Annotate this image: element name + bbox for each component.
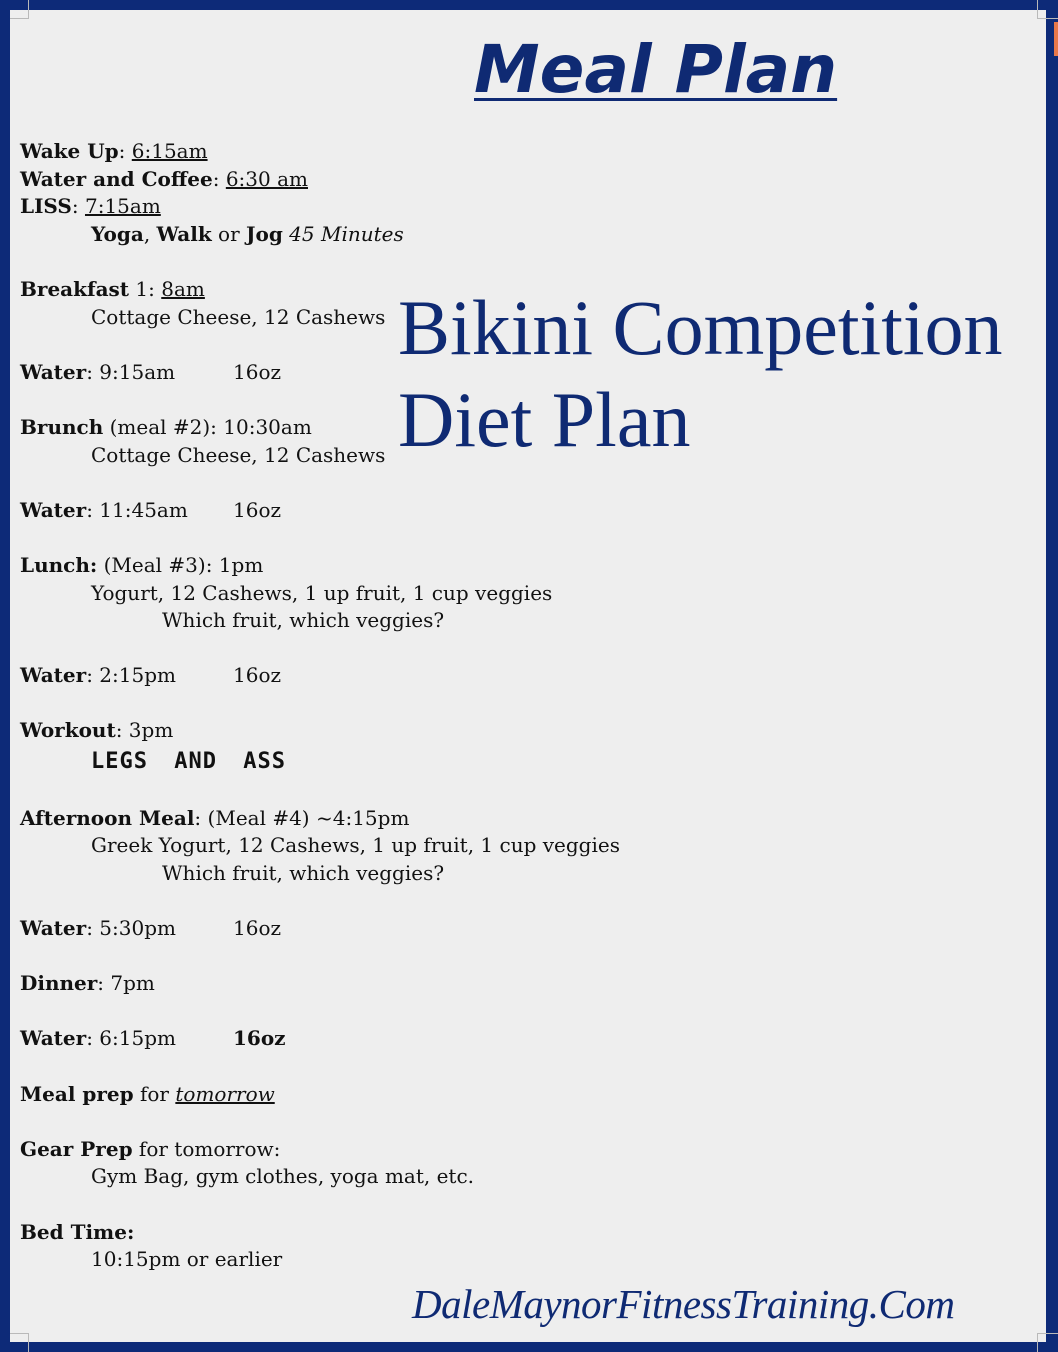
schedule-item-water: Water: 2:15pm 16oz xyxy=(20,663,282,688)
schedule-item-breakfast: Breakfast 1: 8am xyxy=(20,276,205,301)
cursor-marker xyxy=(1054,22,1058,56)
website-footer: DaleMaynorFitnessTraining.Com xyxy=(412,1281,955,1327)
schedule-item-water: Water: 5:30pm 16oz xyxy=(20,916,282,941)
schedule-item-brunch: Brunch (meal #2): 10:30am xyxy=(20,414,312,439)
schedule-item-water: Water: 6:15pm 16oz xyxy=(20,1026,286,1051)
breakfast-food: Cottage Cheese, 12 Cashews xyxy=(91,304,386,329)
schedule-item-afternoon-meal: Afternoon Meal: (Meal #4) ~4:15pm xyxy=(20,805,410,830)
headline-line-1: Bikini Competition xyxy=(398,284,1003,371)
schedule-item-lunch: Lunch: (Meal #3): 1pm xyxy=(20,552,264,577)
schedule-item-dinner: Dinner: 7pm xyxy=(20,971,155,996)
page-corner-mark xyxy=(10,0,29,19)
afternoon-food: Greek Yogurt, 12 Cashews, 1 up fruit, 1 cup veggies xyxy=(91,833,620,858)
schedule-item-gear-prep: Gear Prep for tomorrow: xyxy=(20,1136,281,1161)
schedule-list xyxy=(20,138,620,1274)
page-title: Meal Plan xyxy=(474,31,838,108)
headline-line-2: Diet Plan xyxy=(398,376,691,463)
schedule-item-meal-prep: Meal prep for tomorrow xyxy=(20,1081,275,1106)
lunch-food: Yogurt, 12 Cashews, 1 up fruit, 1 cup veggies xyxy=(91,580,553,605)
page-corner-mark xyxy=(1037,0,1058,19)
page-corner-mark xyxy=(1037,1333,1058,1352)
schedule-item-water-coffee: Water and Coffee: 6:30 am xyxy=(20,166,308,191)
schedule-item-water: Water: 11:45am 16oz xyxy=(20,497,282,522)
liss-options: Yoga, Walk or Jog 45 Minutes xyxy=(91,221,404,246)
schedule-item-workout: Workout: 3pm xyxy=(20,718,174,743)
schedule-item-liss: LISS: 7:15am xyxy=(20,194,161,219)
workout-focus: LEGS AND ASS xyxy=(91,749,286,775)
page-corner-mark xyxy=(10,1333,29,1352)
afternoon-note: Which fruit, which veggies? xyxy=(162,860,445,885)
lunch-note: Which fruit, which veggies? xyxy=(162,608,445,633)
schedule-item-water: Water: 9:15am 16oz xyxy=(20,359,282,384)
gear-prep-items: Gym Bag, gym clothes, yoga mat, etc. xyxy=(91,1164,475,1189)
bed-time-value: 10:15pm or earlier xyxy=(91,1247,283,1272)
brunch-food: Cottage Cheese, 12 Cashews xyxy=(91,442,386,467)
schedule-item-wake-up: Wake Up: 6:15am xyxy=(20,139,208,163)
schedule-item-bed-time: Bed Time: xyxy=(20,1219,135,1244)
